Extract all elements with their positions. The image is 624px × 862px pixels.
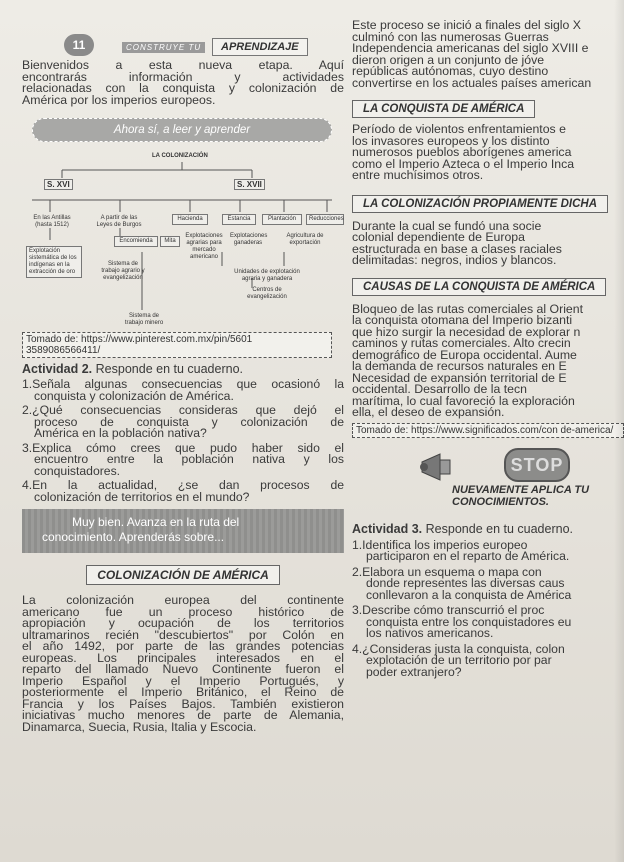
- text-line: entre muchísimos otros.: [352, 168, 484, 182]
- apply-knowledge-title: [452, 484, 589, 508]
- diagram-node: Centros de evangelización: [247, 287, 287, 300]
- colonization-diagram: [22, 148, 344, 332]
- text-line: encontrarás información y actividades: [22, 69, 344, 84]
- text-line: americano fue un proceso histórico de: [22, 604, 344, 619]
- text-line: Este proceso se inició a finales del siglo X: [352, 18, 581, 32]
- title-causas-wrap: [352, 277, 624, 296]
- badge-number: 11: [64, 34, 94, 56]
- text-line: ella, el deseo de expansión.: [352, 405, 505, 419]
- diagram-node: Estancia: [222, 214, 256, 225]
- left-column: [22, 14, 344, 733]
- text-line: el año 1492, por parte de las grandes potencias: [22, 639, 344, 653]
- item-line: conquista entre los conquistadores eu: [366, 614, 572, 629]
- diagram-node: Plantación: [262, 214, 302, 225]
- text-line: Imperio Español y el Imperio Portugués, y: [22, 673, 344, 688]
- century-xvi: S. XVI: [44, 179, 73, 190]
- diagram-node: Explotaciones ganaderas: [230, 233, 268, 246]
- text-line: marítima, lo cual favoreció la exploración: [352, 393, 575, 408]
- text-line: Bloqueo de las rutas comerciales al Orient: [352, 301, 584, 316]
- text-line: Bienvenidos a esta nueva etapa. Aquí: [22, 58, 344, 72]
- question-line: conquista y colonización de América.: [34, 388, 234, 403]
- section-title-wrap: [22, 565, 344, 585]
- ribbon-line: Muy bien. Avanza en la ruta del: [72, 515, 240, 529]
- question-line: América en la población nativa?: [34, 426, 207, 440]
- title-line: NUEVAMENTE APLICA TU: [452, 483, 590, 496]
- section-title: COLONIZACIÓN DE AMÉRICA: [86, 565, 280, 585]
- page-shadow: [614, 0, 624, 862]
- activity-label: Actividad 2.: [22, 362, 93, 376]
- item-line: donde representes las diversas caus: [366, 576, 565, 590]
- item-line: 4.¿Consideras justa la conquista, colon: [352, 641, 565, 656]
- text-line: convertirse en los actuales países american: [352, 75, 592, 90]
- text-line: europeas. Los principales interesados en el: [22, 650, 344, 665]
- question-line: 4.En la actualidad, ¿se dan procesos de: [22, 478, 344, 492]
- diagram-node: Agricultura de exportación: [286, 233, 324, 246]
- item-line: poder extranjero?: [366, 664, 462, 679]
- question-item: [22, 405, 344, 440]
- text-line: estructurada en base a clases raciales: [352, 241, 562, 256]
- activity-instruction: Responde en tu cuaderno.: [95, 362, 243, 376]
- text-line: Dinamarca, Suecia, Rusia, Italia y Escocia.: [22, 719, 257, 734]
- ribbon-line: conocimiento. Aprenderás sobre...: [42, 530, 225, 544]
- text-line: los invasores europeos y los distinto: [352, 133, 550, 148]
- diagram-node: Sistema de trabajo minero: [124, 313, 164, 326]
- title-colonizacion-wrap: [352, 194, 624, 213]
- megaphone-icon: [418, 452, 458, 482]
- question-item: [22, 440, 344, 478]
- item-line: conllevaron a la conquista de América: [366, 587, 572, 602]
- activity-2-heading: [22, 362, 344, 376]
- activity-3-list: [352, 537, 624, 679]
- diagram-node: Reducciones: [306, 214, 344, 225]
- question-list: [22, 379, 344, 503]
- question-line: conquistadores.: [34, 463, 121, 478]
- conquista-paragraph: [352, 124, 624, 182]
- diagram-node: Sistema de trabajo agrario y evangelización: [101, 261, 145, 281]
- item-line: los nativos americanos.: [366, 626, 494, 640]
- diagram-node: Hacienda: [172, 214, 208, 225]
- century-xvii: S. XVII: [234, 179, 265, 190]
- text-line: reparto del llamado Nuevo Continente fueron el: [22, 662, 344, 676]
- question-line: 3.Explica cómo crees que pudo haber sido el: [22, 440, 344, 455]
- item-line: 2.Elabora un esquema o mapa con: [352, 564, 542, 579]
- text-line: dieron origen a un conjunto de jóve: [352, 52, 545, 67]
- question-line: colonización de territorios en el mundo?: [34, 489, 250, 504]
- stop-banner: [352, 448, 624, 518]
- item-line: 1.Identifica los imperios europeo: [352, 537, 528, 552]
- text-line: occidental. Desarrollo de la tecn: [352, 382, 527, 396]
- progress-ribbon: [22, 509, 344, 553]
- diagram-node: Mita: [160, 236, 180, 247]
- item-line: 3.Describe cómo transcurrió el proc: [352, 603, 545, 617]
- text-line: relacionadas con la conquista y colonización de: [22, 81, 344, 95]
- activity-3-heading: [352, 522, 624, 536]
- title-conquista: LA CONQUISTA DE AMÉRICA: [352, 100, 535, 118]
- text-line: La colonización europea del continente: [22, 593, 344, 607]
- stop-sign-icon: STOP: [504, 448, 570, 482]
- diagram-node: A partir de las Leyes de Burgos: [96, 215, 142, 228]
- list-item: [352, 537, 624, 563]
- item-line: explotación de un territorio por par: [366, 653, 552, 667]
- diagram-node: Encomienda: [114, 236, 158, 247]
- text-line: la conquista otomana del Imperio bizanti: [352, 313, 573, 327]
- text-line: Durante la cual se fundó una socie: [352, 218, 542, 233]
- question-item: [22, 480, 344, 503]
- colonizacion-paragraph: [352, 218, 624, 267]
- text-line: la demanda de recursos naturales en E: [352, 359, 567, 373]
- title-causas: CAUSAS DE LA CONQUISTA DE AMÉRICA: [352, 278, 606, 296]
- read-learn-banner: Ahora sí, a leer y aprender: [32, 118, 332, 142]
- source-citation: Tomado de: https://www.pinterest.com.mx/pin/5601 3589086566411/: [22, 332, 332, 358]
- right-column: [352, 14, 624, 678]
- text-line: Período de violentos enfrentamientos e: [352, 122, 566, 136]
- text-line: colonial dependiente de Europa: [352, 230, 525, 244]
- title-conquista-wrap: [352, 99, 624, 118]
- list-item: [352, 641, 624, 679]
- question-line: 2.¿Qué consecuencias consideras que dejó el: [22, 403, 344, 417]
- question-line: proceso de conquista y colonización de: [34, 414, 344, 429]
- text-line: posteriormente el Imperio Británico, el Reino de: [22, 685, 344, 699]
- badge-caption: CONSTRUYE TU: [122, 42, 205, 53]
- text-line: caminos y rutas comerciales. Alto crecin: [352, 336, 571, 350]
- activity-label: Actividad 3.: [352, 521, 423, 536]
- badge-title: APRENDIZAJE: [212, 38, 308, 56]
- question-line: 1.Señala algunas consecuencias que ocasionó la: [22, 377, 344, 391]
- text-line: América por los imperios europeos.: [22, 92, 216, 107]
- item-line: participaron en el reparto de América.: [366, 549, 570, 563]
- text-line: Francia y los Países Bajos. También existieron: [22, 696, 344, 711]
- list-item: [352, 605, 624, 640]
- intro-paragraph: [22, 60, 344, 106]
- text-line: demográfico de Europa occidental. Aume: [352, 347, 577, 362]
- text-line: Necesidad de expansión territorial de E: [352, 370, 567, 385]
- text-line: culminó con las numerosas Guerras: [352, 29, 549, 44]
- text-line: que hizo surgir la necesidad de explorar n: [352, 324, 581, 339]
- diagram-node: Unidades de explotación agraria y ganadera: [234, 269, 300, 282]
- activity-instruction: Responde en tu cuaderno.: [425, 521, 573, 536]
- title-colonizacion: LA COLONIZACIÓN PROPIAMENTE DICHA: [352, 195, 608, 213]
- diagram-node: En las Antillas (hasta 1512): [33, 215, 71, 228]
- text-line: iniciativas mucho menores de parte de Alemania,: [22, 708, 344, 722]
- text-line: delimitadas: negros, indios y blancos.: [352, 253, 557, 267]
- diagram-node: Explotación sistemática de los indígenas en la extracción de oro: [26, 246, 82, 278]
- title-line: CONOCIMIENTOS.: [452, 495, 549, 508]
- section-badge: [22, 14, 344, 54]
- diagram-node: Explotaciones agrarias para mercado americano: [185, 233, 223, 260]
- right-intro: [352, 20, 624, 89]
- text-line: como el Imperio Azteca o el Imperio Inca: [352, 156, 575, 171]
- diagram-title: LA COLONIZACIÓN: [152, 153, 208, 159]
- text-line: numerosos pueblos aborígenes america: [352, 145, 572, 159]
- question-line: encuentro entre la población nativa y los: [34, 452, 344, 466]
- question-item: [22, 379, 344, 402]
- source-citation: Tomado de: https://www.significados.com/con de-america/: [352, 423, 624, 438]
- text-line: ultramarinos recién "descubiertos" por Colón en: [22, 627, 344, 642]
- list-item: [352, 564, 624, 602]
- text-line: Independencia americanas del siglo XVIII e: [352, 41, 589, 55]
- causas-paragraph: [352, 301, 624, 419]
- text-line: repúblicas autónomas, cuyo destino: [352, 64, 549, 78]
- colonization-body: [22, 595, 344, 733]
- text-line: apropiación y ocupación de los territorios: [22, 616, 344, 630]
